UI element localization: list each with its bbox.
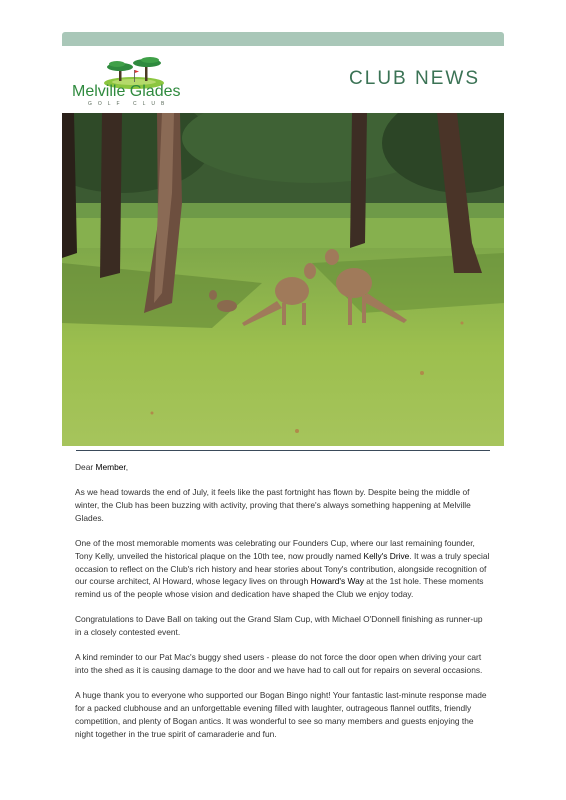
letter-body [62,451,504,741]
newsletter [62,32,504,753]
page-title: CLUB NEWS [349,68,480,89]
newsletter-header [62,46,504,113]
p2-text-c: . It was a truly special occasion to reflect on the Club's rich history and hear stories about Tony's contribution, alongside recognition of our course architect, Al Howard, whose legacy lives on through [75,550,490,587]
greeting [75,461,490,474]
greeting-prefix: Dear [75,462,96,472]
p2-text-e: at the 1st hole. These moments remind us of the people whose vision and dedication have shaped the Club we enjoy today. [75,576,484,600]
logo-name: Melville Glades [72,83,181,100]
top-band [62,32,504,46]
kellys-drive-text: Kelly's Drive [363,550,410,561]
logo-subtitle: GOLF CLUB [88,101,171,107]
paragraph-3: Congratulations to Dave Ball on taking out the Grand Slam Cup, with Michael O'Donnell finishing as runner-up in a closely contested event. [75,614,483,638]
paragraph-1: As we head towards the end of July, it feels like the past fortnight has flown by. Despite being the middle of winter, the Club has been buzzing with activity, proving that there's always something happening at Melville Glades. [75,487,471,523]
howards-way-text: Howard's Way [310,576,364,587]
greeting-name: Member [95,462,126,472]
paragraph-4: A kind reminder to our Pat Mac's buggy shed users - please do not force the door open when driving your cart into the shed as it is causing damage to the door and we have had to call out for repairs on several occasions. [75,652,483,676]
paragraph-5: A huge thank you to everyone who supported our Bogan Bingo night! Your fantastic last-minute response made for a packed clubhouse and an unforgettable evening filled with laughter, outrageous flannel outfits, friendly competition, and plenty of Bogan antics. It was wonderful to see so many members and guests enjoying the night together in the true spirit of camaraderie and fun. [75,690,487,739]
p2-text-a: One of the most memorable moments was celebrating our Founders Cup, where our last remaining founder, Tony Kelly, unveiled the historical plaque on the 10th tee, now proudly named [75,537,475,561]
kangaroo-photo [62,113,504,446]
greeting-suffix: , [125,462,129,472]
club-logo[interactable] [72,56,202,108]
paragraph-2 [75,537,490,601]
